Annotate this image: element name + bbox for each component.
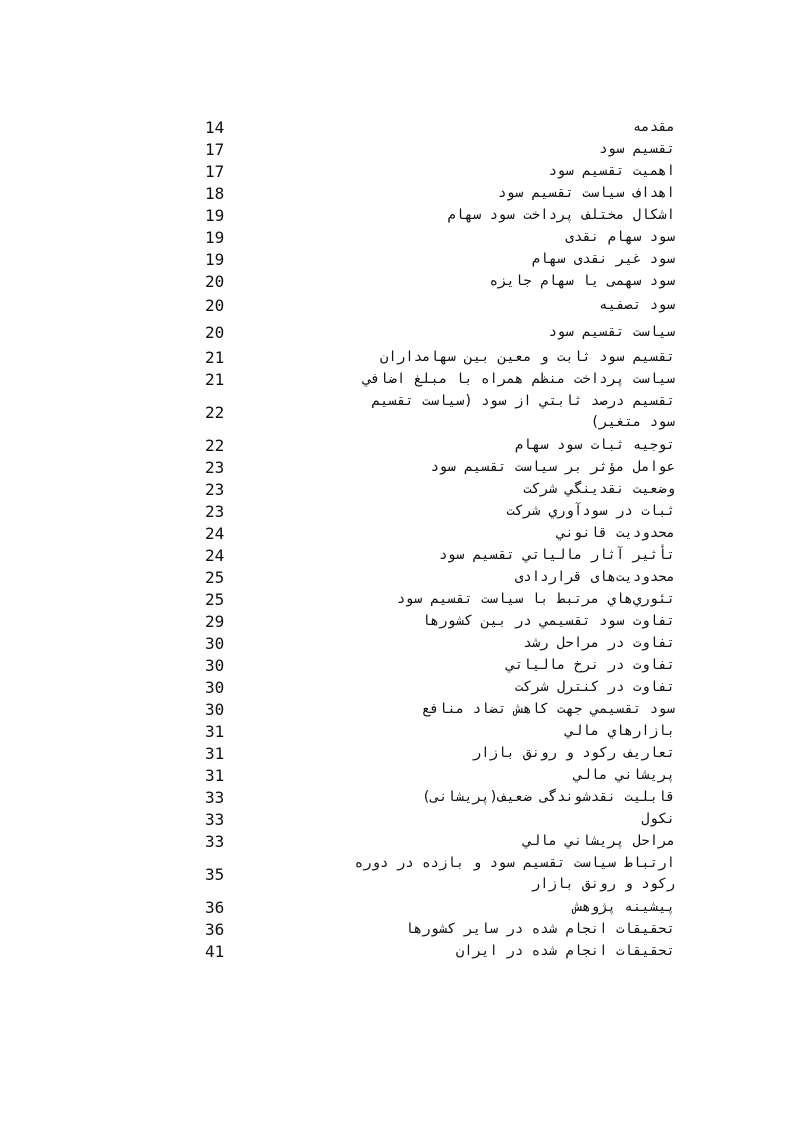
toc-title: تحقيقات انجام شده در ساير کشورها (405, 920, 675, 937)
toc-row (205, 566, 675, 588)
toc-title: سياست پرداخت منظم همراه با مبلغ اضافي (363, 370, 675, 387)
toc-page-number: 20 (205, 271, 225, 291)
toc-title: محدوديت‌های قراردادی (514, 568, 675, 585)
toc-page-number: 36 (205, 919, 225, 939)
toc-row (205, 786, 675, 808)
toc-page-number: 29 (205, 611, 225, 631)
toc-row (205, 434, 675, 456)
toc-title: اهداف سياست تقسيم سود (497, 184, 675, 201)
toc-row (205, 390, 675, 434)
toc-title: بازارهاي مالي (565, 722, 675, 739)
toc-title: تقسيم سود (599, 140, 675, 157)
toc-page-number: 31 (205, 765, 225, 785)
toc-page-number: 20 (205, 323, 225, 342)
toc-title: وضعيت نقدينگي شرکت (523, 480, 675, 497)
toc-page-number: 22 (205, 402, 225, 422)
toc-row (205, 588, 675, 610)
toc-page-number: 33 (205, 787, 225, 807)
toc-page-number: 21 (205, 347, 225, 367)
toc-row (205, 896, 675, 918)
toc-row (205, 456, 675, 478)
toc-title-line: ارتباط سياست تقسيم سود و بازده در دوره (354, 855, 675, 871)
toc-title (245, 853, 675, 895)
toc-page-number: 35 (205, 864, 225, 884)
toc-page-number: 33 (205, 831, 225, 851)
toc-title: پريشاني مالي (573, 766, 675, 783)
toc-row (205, 676, 675, 698)
toc-row (205, 478, 675, 500)
toc-title: تقسيم سود ثابت و معين بين سهامداران (379, 348, 675, 365)
toc-title-line: تقسيم درصد ثابتي از سود (سياست تقسيم (371, 393, 675, 409)
toc-page-number: 17 (205, 161, 225, 181)
toc-row (205, 852, 675, 896)
toc-title: سود سهمی يا سهام جايزه (489, 272, 675, 289)
toc-row (205, 346, 675, 368)
toc-row (205, 764, 675, 786)
toc-page-number: 30 (205, 677, 225, 697)
toc-row (205, 160, 675, 182)
toc-row (205, 368, 675, 390)
toc-title: سود غير نقدی سهام (531, 250, 675, 267)
toc-row (205, 116, 675, 138)
toc-page-number: 19 (205, 249, 225, 269)
toc-row (205, 610, 675, 632)
toc-row (205, 720, 675, 742)
toc-row (205, 522, 675, 544)
toc-page-number: 25 (205, 589, 225, 609)
toc-row (205, 742, 675, 764)
toc-row (205, 226, 675, 248)
toc-row (205, 940, 675, 962)
toc-title: اهميت تقسيم سود (548, 162, 675, 179)
toc-title: سياست تقسيم سود (548, 324, 675, 340)
toc-page-number: 30 (205, 633, 225, 653)
toc-page-number: 17 (205, 139, 225, 159)
toc-row (205, 500, 675, 522)
toc-row (205, 830, 675, 852)
table-of-contents (205, 116, 675, 962)
toc-row (205, 654, 675, 676)
toc-title: تئوري‌هاي مرتبط با سياست تقسيم سود (396, 590, 675, 607)
toc-row (205, 808, 675, 830)
toc-title: عوامل مؤثر بر سياست تقسيم سود (430, 458, 675, 475)
toc-page-number: 23 (205, 479, 225, 499)
toc-title: مقدمه (632, 118, 675, 135)
toc-row (205, 182, 675, 204)
toc-row (205, 270, 675, 292)
toc-title: تفاوت در کنترل شرکت (514, 678, 675, 695)
toc-page-number: 18 (205, 183, 225, 203)
toc-page-number: 24 (205, 545, 225, 565)
toc-title-line: رکود و رونق بازار (531, 876, 675, 892)
toc-title (245, 391, 675, 433)
toc-page-number: 31 (205, 721, 225, 741)
toc-page-number: 19 (205, 205, 225, 225)
toc-title: توجيه ثبات سود سهام (514, 436, 675, 453)
toc-page-number: 20 (205, 296, 225, 315)
toc-row (205, 248, 675, 270)
toc-page-number: 21 (205, 369, 225, 389)
toc-page-number: 36 (205, 897, 225, 917)
toc-row (205, 698, 675, 720)
toc-page-number: 23 (205, 501, 225, 521)
toc-page-number: 33 (205, 809, 225, 829)
toc-row (205, 544, 675, 566)
toc-page-number: 22 (205, 435, 225, 455)
toc-page-number: 30 (205, 655, 225, 675)
toc-page-number: 19 (205, 227, 225, 247)
toc-title: محدوديت قانوني (556, 524, 675, 541)
toc-title: سود تصفيه (599, 297, 675, 313)
toc-title: تفاوت سود تقسيمي در بين کشورها (422, 612, 675, 629)
toc-row (205, 292, 675, 319)
toc-title: تفاوت در مراحل رشد (523, 634, 675, 651)
toc-title: نکول (641, 810, 675, 827)
toc-title: تأثير آثار مالياتي تقسيم سود (438, 546, 675, 563)
toc-title: اشکال مختلف پرداخت سود سهام (447, 206, 675, 223)
toc-page-number: 25 (205, 567, 225, 587)
toc-title: قابليت نقدشوندگی ضعيف(پريشانی) (422, 788, 675, 805)
toc-title: سود تقسيمي جهت کاهش تضاد منافع (422, 700, 675, 717)
toc-title-line: سود متغير) (590, 414, 675, 430)
toc-title: تحقيقات انجام شده در ايران (455, 942, 675, 959)
toc-row (205, 319, 675, 346)
toc-title: سود سهام نقدی (565, 228, 675, 245)
toc-page-number: 30 (205, 699, 225, 719)
toc-page-number: 23 (205, 457, 225, 477)
toc-page-number: 31 (205, 743, 225, 763)
toc-title: پيشينه پژوهش (573, 898, 675, 915)
toc-page-number: 24 (205, 523, 225, 543)
toc-title: مراحل پريشاني مالي (523, 832, 675, 849)
toc-title: تعاريف رکود و رونق بازار (472, 744, 675, 761)
toc-page-number: 41 (205, 941, 225, 961)
toc-page-number: 14 (205, 117, 225, 137)
toc-title: ثبات در سودآوري شرکت (506, 502, 675, 519)
toc-title: تفاوت در نرخ مالياتي (506, 656, 675, 673)
toc-row (205, 138, 675, 160)
toc-row (205, 204, 675, 226)
toc-row (205, 918, 675, 940)
toc-row (205, 632, 675, 654)
